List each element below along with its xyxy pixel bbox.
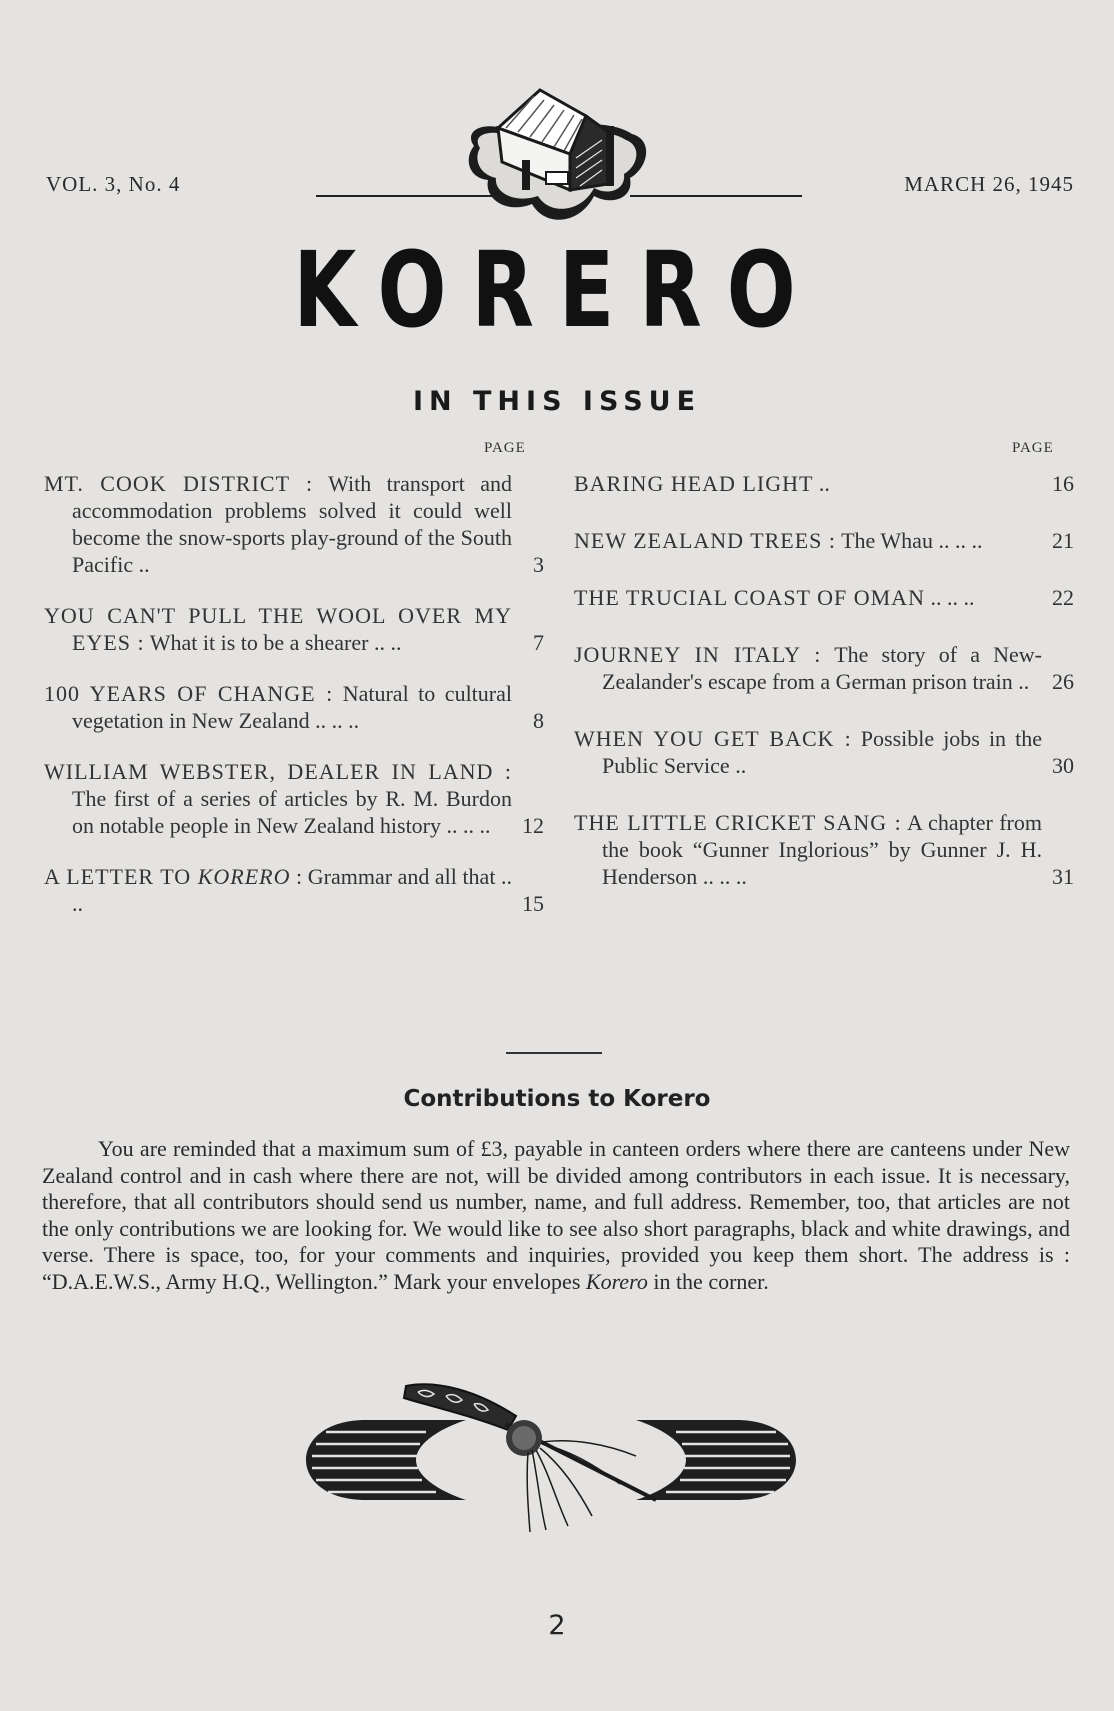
page-number: 2 <box>548 1610 566 1641</box>
contents-entry[interactable] <box>44 470 544 578</box>
entry-description: Natural to cultural vegetation in New Zealand <box>72 681 512 733</box>
entry-title: THE LITTLE CRICKET SANG : <box>574 810 902 835</box>
entry-page-number: 12 <box>522 813 544 838</box>
contents-left-column <box>44 470 544 917</box>
entry-leader: .. .. <box>373 630 402 655</box>
entry-page-number: 22 <box>1052 585 1074 610</box>
entry-title-italic: KORERO <box>197 864 291 889</box>
page-column-label-left: PAGE <box>484 440 526 456</box>
entry-description: Grammar and all that <box>307 864 496 889</box>
entry-title: WHEN YOU GET BACK : <box>574 726 852 751</box>
volume-number: VOL. 3, No. 4 <box>46 172 181 196</box>
entry-title: YOU CAN'T PULL THE WOOL OVER MY EYES : <box>44 603 512 655</box>
entry-description: The first of a series of articles by R. M. Burdon on notable people in New Zealand history <box>72 786 512 838</box>
entry-leader: .. .. .. <box>315 708 360 733</box>
header-rule-right <box>630 195 802 197</box>
entry-title: BARING HEAD LIGHT <box>574 471 814 496</box>
issue-date: MARCH 26, 1945 <box>904 172 1074 196</box>
meeting-house-logo-icon <box>462 88 652 236</box>
entry-page-number: 21 <box>1052 528 1074 553</box>
entry-description: The Whau <box>841 528 933 553</box>
contents-entry[interactable] <box>574 809 1074 890</box>
contents-entry[interactable] <box>44 863 544 917</box>
entry-page-number: 3 <box>533 552 544 577</box>
entry-leader: .. .. .. <box>702 864 747 889</box>
contents-entry[interactable] <box>44 758 544 839</box>
section-divider <box>506 1052 602 1054</box>
entry-description: With transport and accommodation problems solved it could well become the snow-sports play-ground of the South Pacific <box>72 471 513 577</box>
entry-title: THE TRUCIAL COAST OF OMAN <box>574 585 925 610</box>
contents-entry[interactable] <box>44 602 544 656</box>
contents-entry[interactable] <box>574 641 1074 695</box>
contributions-text-end: in the corner. <box>647 1268 769 1294</box>
entry-leader: .. <box>1018 669 1030 694</box>
entry-page-number: 15 <box>522 891 544 916</box>
entry-page-number: 16 <box>1052 471 1074 496</box>
entry-description: Possible jobs in the Public Service <box>602 726 1042 778</box>
contributions-heading: Contributions to Korero <box>403 1086 711 1112</box>
masthead-title: KORERO <box>293 229 821 351</box>
entry-leader: .. .. .. <box>446 813 491 838</box>
entry-page-number: 30 <box>1052 753 1074 778</box>
entry-description: A chapter from the book “Gunner Inglorious” by Gunner J. H. Henderson <box>602 810 1042 889</box>
entry-leader: .. <box>735 753 747 778</box>
entry-description: The story of a New-Zealander's escape from a German prison train <box>602 642 1042 694</box>
contributions-text-italic: Korero <box>585 1268 648 1294</box>
entry-leader: .. .. <box>72 864 512 916</box>
entry-page-number: 31 <box>1052 864 1074 889</box>
entry-page-number: 26 <box>1052 669 1074 694</box>
contents-entry[interactable] <box>574 470 1074 497</box>
page-column-label-right: PAGE <box>1012 440 1054 456</box>
entry-page-number: 8 <box>533 708 544 733</box>
entry-title: WILLIAM WEBSTER, DEALER IN LAND : <box>44 759 512 784</box>
contents-entry[interactable] <box>574 725 1074 779</box>
entry-page-number: 7 <box>533 630 544 655</box>
entry-title: 100 YEARS OF CHANGE : <box>44 681 334 706</box>
entry-description: What it is to be a shearer <box>149 630 369 655</box>
entry-title-end: : <box>290 864 303 889</box>
contents-entry[interactable] <box>574 584 1074 611</box>
entry-title: JOURNEY IN ITALY : <box>574 642 822 667</box>
entry-leader: .. .. .. <box>938 528 983 553</box>
contents-entry[interactable] <box>574 527 1074 554</box>
section-title: IN THIS ISSUE <box>412 386 702 417</box>
contributions-paragraph <box>42 1136 1070 1295</box>
entry-leader: .. <box>818 471 830 496</box>
contents-entry[interactable] <box>44 680 544 734</box>
contents-right-column <box>574 470 1074 890</box>
entry-leader: .. .. .. <box>930 585 975 610</box>
entry-title: MT. COOK DISTRICT : <box>44 471 314 496</box>
entry-leader: .. <box>138 552 150 577</box>
contributions-text: You are reminded that a maximum sum of £3, payable in canteen orders where there are canteens under New Zealand control and in cash where there are not, will be divided among contributors in each issue. It is necessary, therefore, that all contributors should send us number, name, and full address. Remember, too, that articles are not the only contributions we are looking for. We would like to see also short paragraphs, black and white drawings, and verse. There is space, too, for your comments and inquiries, provided you keep them short. The address is : “D.A.E.W.S., Army H.Q., Wellington.” Mark your envelopes <box>42 1136 1070 1294</box>
patu-club-illustration-icon <box>306 1380 796 1540</box>
entry-title: NEW ZEALAND TREES : <box>574 528 836 553</box>
entry-title: A LETTER TO <box>44 864 198 889</box>
